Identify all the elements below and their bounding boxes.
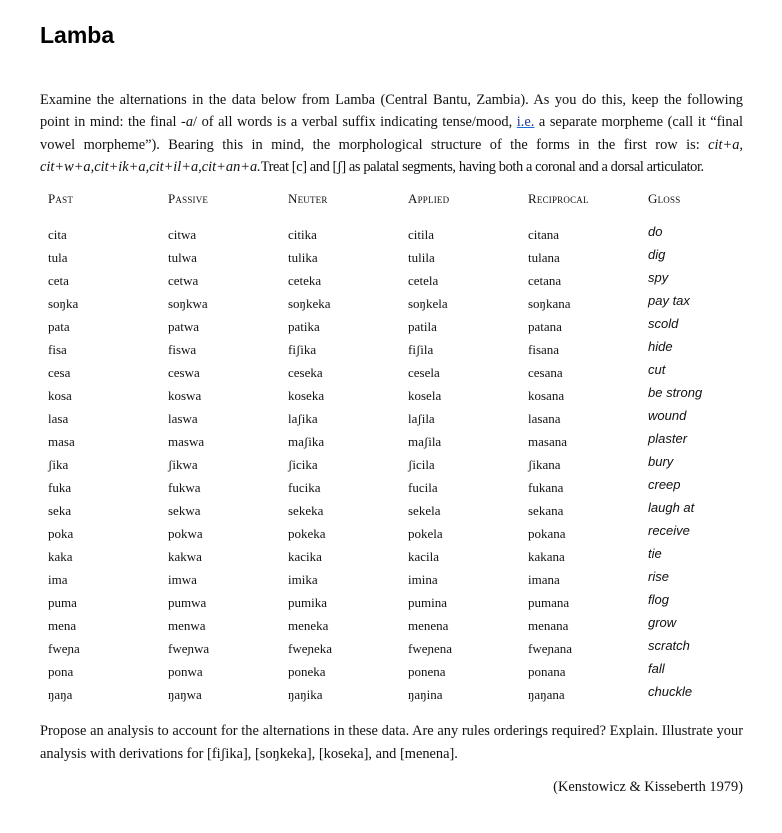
cell-applied: imina	[408, 571, 438, 587]
cell-passive: citwa	[168, 226, 197, 242]
cell-passive: pokwa	[168, 525, 203, 541]
cell-past: ima	[48, 571, 68, 587]
cell-neuter: soŋkeka	[288, 295, 331, 311]
cell-neuter: poneka	[288, 663, 326, 679]
cell-reciprocal: fukana	[528, 479, 564, 495]
cell-past: masa	[48, 433, 75, 449]
cell-gloss: scold	[648, 316, 679, 331]
cell-gloss: grow	[648, 615, 677, 630]
intro-text-3: a separate morpheme (call it “final vowel morpheme”). Bearing this in mind, the morphological structure of the forms in the first row is:	[40, 114, 743, 153]
cell-reciprocal: cesana	[528, 364, 563, 380]
cell-reciprocal: fisana	[528, 341, 560, 357]
cell-applied: sekela	[408, 502, 441, 518]
header-row	[40, 186, 760, 212]
cell-neuter: ceseka	[288, 364, 323, 380]
cell-neuter: imika	[288, 571, 318, 587]
table-body	[40, 212, 760, 706]
cell-reciprocal: lasana	[528, 410, 561, 426]
cell-gloss: creep	[648, 477, 681, 492]
cell-passive: tulwa	[168, 249, 197, 265]
cell-applied: tulila	[408, 249, 435, 265]
cell-neuter: ceteka	[288, 272, 322, 288]
cell-neuter: ŋaŋika	[288, 686, 323, 702]
cell-passive: fiswa	[168, 341, 197, 357]
data-table	[40, 186, 760, 706]
intro-text-1: Examine the alternations in the data below from Lamba (Central Bantu, Zambia). As you do this, keep the following point in mind: the final	[40, 92, 743, 131]
header-reciprocal: Reciprocal	[528, 191, 589, 206]
cell-gloss: bury	[648, 454, 674, 469]
cell-passive: patwa	[168, 318, 200, 334]
cell-reciprocal: pokana	[528, 525, 566, 541]
cell-past: kaka	[48, 548, 73, 564]
cell-reciprocal: imana	[528, 571, 560, 587]
cell-past: tula	[48, 249, 68, 265]
header-passive: Passive	[168, 191, 209, 206]
cell-passive: cetwa	[168, 272, 199, 288]
cell-past: ceta	[48, 272, 69, 288]
morphological-structure: cit+a, cit+w+a,cit+ik+a,cit+il+a,cit+an+a.	[40, 136, 743, 175]
cell-neuter: koseka	[288, 387, 325, 403]
cell-neuter: citika	[288, 226, 317, 242]
cell-passive: menwa	[168, 617, 206, 633]
cell-gloss: rise	[648, 569, 669, 584]
cell-neuter: tulika	[288, 249, 318, 265]
cell-reciprocal: ŋaŋana	[528, 686, 565, 702]
cell-neuter: laʃika	[288, 410, 318, 426]
cell-past: poka	[48, 525, 74, 541]
cell-neuter: ʃicika	[288, 456, 318, 472]
cell-gloss: spy	[648, 270, 669, 285]
cell-passive: maswa	[168, 433, 205, 449]
cell-gloss: cut	[648, 362, 666, 377]
cell-passive: kakwa	[168, 548, 202, 564]
cell-gloss: do	[648, 224, 663, 239]
cell-reciprocal: soŋkana	[528, 295, 571, 311]
cell-gloss: fall	[648, 661, 665, 676]
citation: (Kenstowicz & Kisseberth 1979)	[553, 779, 743, 795]
header-neuter: Neuter	[288, 191, 328, 206]
cell-gloss: dig	[648, 247, 666, 262]
cell-past: cesa	[48, 364, 71, 380]
cell-passive: ceswa	[168, 364, 200, 380]
page-title: Lamba	[40, 22, 115, 48]
cell-passive: ʃikwa	[168, 456, 198, 472]
cell-applied: cetela	[408, 272, 439, 288]
cell-past: seka	[48, 502, 72, 518]
cell-reciprocal: ponana	[528, 663, 566, 679]
cell-reciprocal: cetana	[528, 272, 562, 288]
cell-reciprocal: sekana	[528, 502, 564, 518]
cell-passive: sekwa	[168, 502, 201, 518]
cell-past: cita	[48, 226, 67, 242]
cell-passive: koswa	[168, 387, 202, 403]
cell-neuter: sekeka	[288, 502, 324, 518]
cell-reciprocal: kosana	[528, 387, 565, 403]
cell-applied: fiʃila	[408, 341, 434, 357]
cell-applied: ŋaŋina	[408, 686, 443, 702]
cell-reciprocal: menana	[528, 617, 569, 633]
cell-gloss: pay tax	[648, 293, 690, 308]
cell-applied: pumina	[408, 594, 447, 610]
cell-neuter: fweɲeka	[288, 640, 333, 656]
cell-reciprocal: ʃikana	[528, 456, 561, 472]
cell-past: soŋka	[48, 295, 79, 311]
intro-paragraph	[40, 89, 743, 178]
cell-reciprocal: kakana	[528, 548, 565, 564]
cell-applied: menena	[408, 617, 449, 633]
cell-applied: citila	[408, 226, 434, 242]
cell-past: ʃika	[48, 456, 69, 472]
cell-passive: pumwa	[168, 594, 207, 610]
intro-text-2: / of all words is a verbal suffix indicating tense/mood,	[193, 114, 517, 131]
cell-past: kosa	[48, 387, 72, 403]
cell-gloss: plaster	[648, 431, 688, 446]
cell-passive: ŋaŋwa	[168, 686, 202, 702]
cell-gloss: wound	[648, 408, 687, 423]
cell-gloss: scratch	[648, 638, 690, 653]
cell-applied: cesela	[408, 364, 440, 380]
cell-reciprocal: tulana	[528, 249, 560, 265]
cell-passive: laswa	[168, 410, 198, 426]
cell-applied: soŋkela	[408, 295, 448, 311]
cell-past: ŋaŋa	[48, 686, 73, 702]
cell-gloss: hide	[648, 339, 673, 354]
cell-gloss: be strong	[648, 385, 703, 400]
cell-applied: kosela	[408, 387, 442, 403]
cell-passive: soŋkwa	[168, 295, 208, 311]
cell-applied: fweɲena	[408, 640, 453, 656]
cell-gloss: flog	[648, 592, 669, 607]
question-paragraph: Propose an analysis to account for the alternations in these data. Are any rules orderings required? Explain. Illustrate your analysis with derivations for [fiʃika], [soŋkeka], [koseka], and [menena].	[40, 723, 743, 762]
cell-neuter: maʃika	[288, 433, 325, 449]
final-suffix: -a	[181, 114, 194, 131]
cell-neuter: meneka	[288, 617, 329, 633]
cell-past: lasa	[48, 410, 69, 426]
cell-past: puma	[48, 594, 77, 610]
cell-neuter: patika	[288, 318, 320, 334]
cell-applied: maʃila	[408, 433, 442, 449]
cell-past: fuka	[48, 479, 72, 495]
cell-neuter: pumika	[288, 594, 327, 610]
header-gloss: Gloss	[648, 191, 681, 206]
cell-past: fisa	[48, 341, 67, 357]
header-past: Past	[48, 191, 74, 206]
cell-reciprocal: citana	[528, 226, 560, 242]
cell-gloss: laugh at	[648, 500, 695, 515]
cell-reciprocal: pumana	[528, 594, 570, 610]
cell-neuter: fiʃika	[288, 341, 317, 357]
intro-text-4: Treat [c] and [ʃ] as palatal segments, having both a coronal and a dorsal articulator.	[260, 158, 704, 175]
cell-applied: ʃicila	[408, 456, 435, 472]
ie-abbreviation: i.e.	[516, 114, 535, 131]
cell-neuter: kacika	[288, 548, 322, 564]
cell-neuter: fucika	[288, 479, 321, 495]
cell-applied: patila	[408, 318, 437, 334]
cell-reciprocal: patana	[528, 318, 562, 334]
header-applied: Applied	[408, 191, 450, 206]
cell-applied: fucila	[408, 479, 438, 495]
cell-applied: pokela	[408, 525, 443, 541]
cell-gloss: receive	[648, 523, 690, 538]
cell-passive: fweɲwa	[168, 640, 210, 656]
table-row	[40, 683, 760, 706]
cell-reciprocal: masana	[528, 433, 567, 449]
cell-past: mena	[48, 617, 77, 633]
cell-gloss: tie	[648, 546, 662, 561]
cell-gloss: chuckle	[648, 684, 693, 699]
cell-passive: ponwa	[168, 663, 203, 679]
cell-applied: kacila	[408, 548, 440, 564]
cell-applied: laʃila	[408, 410, 435, 426]
cell-past: pona	[48, 663, 74, 679]
cell-passive: imwa	[168, 571, 197, 587]
cell-reciprocal: fweɲana	[528, 640, 573, 656]
cell-applied: ponena	[408, 663, 446, 679]
cell-past: pata	[48, 318, 70, 334]
cell-neuter: pokeka	[288, 525, 326, 541]
cell-past: fweɲa	[48, 640, 80, 656]
cell-passive: fukwa	[168, 479, 201, 495]
